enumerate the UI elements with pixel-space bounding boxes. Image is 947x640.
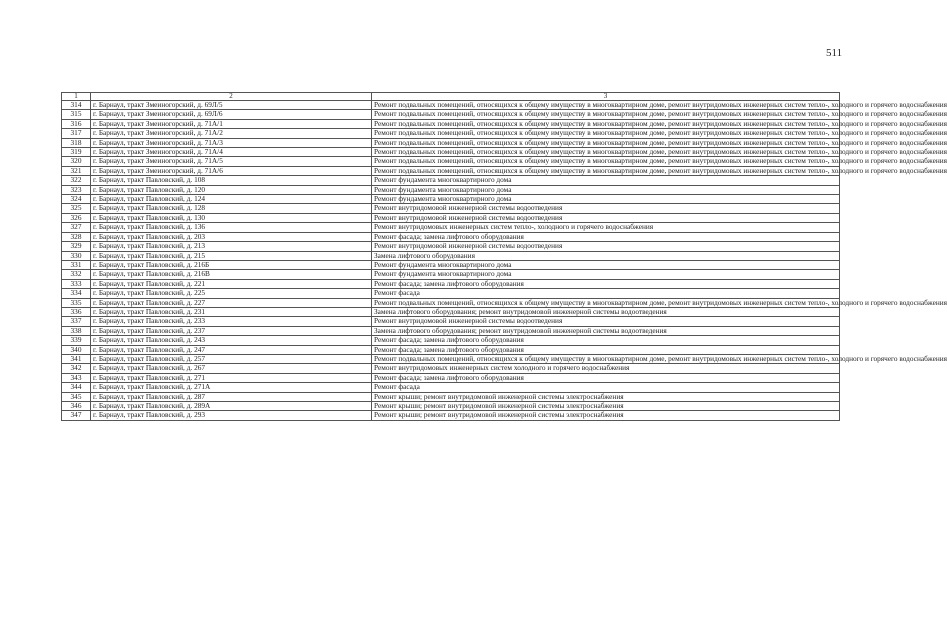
row-number: 317 xyxy=(62,129,91,138)
row-number: 323 xyxy=(62,185,91,194)
row-number: 334 xyxy=(62,289,91,298)
row-number: 335 xyxy=(62,298,91,307)
row-address: г. Барнаул, тракт Павловский, д. 227 xyxy=(91,298,372,307)
row-number: 332 xyxy=(62,270,91,279)
row-address: г. Барнаул, тракт Павловский, д. 215 xyxy=(91,251,372,260)
table-row xyxy=(62,383,840,392)
row-work: Ремонт крыши; ремонт внутридомовой инженерной системы электроснабжения xyxy=(372,402,840,411)
row-work: Ремонт подвальных помещений, относящихся к общему имуществу в многоквартирном доме, ремонт внутридомовых инженерных систем тепло-, холодного и горячего водоснабжения xyxy=(372,138,840,147)
row-address: г. Барнаул, тракт Павловский, д. 231 xyxy=(91,307,372,316)
row-number: 314 xyxy=(62,101,91,110)
row-work: Ремонт фундамента многоквартирного дома xyxy=(372,270,840,279)
row-address: г. Барнаул, тракт Павловский, д. 289А xyxy=(91,402,372,411)
row-number: 315 xyxy=(62,110,91,119)
row-number: 319 xyxy=(62,148,91,157)
row-number: 331 xyxy=(62,260,91,269)
table-row xyxy=(62,364,840,373)
column-header-work: 3 xyxy=(372,93,840,101)
row-number: 330 xyxy=(62,251,91,260)
row-number: 321 xyxy=(62,166,91,175)
row-work: Ремонт подвальных помещений, относящихся к общему имуществу в многоквартирном доме, ремонт внутридомовых инженерных систем тепло-, холодного и горячего водоснабжения xyxy=(372,148,840,157)
row-work: Ремонт подвальных помещений, относящихся к общему имуществу в многоквартирном доме, ремонт внутридомовых инженерных систем тепло-, холодного и горячего водоснабжения xyxy=(372,110,840,119)
table-row xyxy=(62,289,840,298)
row-address: г. Барнаул, тракт Павловский, д. 216Б xyxy=(91,260,372,269)
row-address: г. Барнаул, тракт Павловский, д. 120 xyxy=(91,185,372,194)
column-header-num: 1 xyxy=(62,93,91,101)
row-number: 326 xyxy=(62,213,91,222)
row-work: Замена лифтового оборудования; ремонт внутридомовой инженерной системы водоотведения xyxy=(372,307,840,316)
row-address: г. Барнаул, тракт Павловский, д. 271А xyxy=(91,383,372,392)
table-row xyxy=(62,176,840,185)
row-number: 320 xyxy=(62,157,91,166)
row-address: г. Барнаул, тракт Змеиногорский, д. 69Л/6 xyxy=(91,110,372,119)
row-number: 342 xyxy=(62,364,91,373)
row-address: г. Барнаул, тракт Павловский, д. 221 xyxy=(91,279,372,288)
repair-registry-table xyxy=(61,92,947,421)
row-number: 329 xyxy=(62,242,91,251)
row-number: 316 xyxy=(62,119,91,128)
row-address: г. Барнаул, тракт Павловский, д. 225 xyxy=(91,289,372,298)
row-work: Ремонт фундамента многоквартирного дома xyxy=(372,176,840,185)
row-work: Ремонт внутридомовой инженерной системы водоотведения xyxy=(372,204,840,213)
row-address: г. Барнаул, тракт Павловский, д. 213 xyxy=(91,242,372,251)
row-address: г. Барнаул, тракт Змеиногорский, д. 71А/3 xyxy=(91,138,372,147)
row-address: г. Барнаул, тракт Павловский, д. 136 xyxy=(91,223,372,232)
row-work: Ремонт подвальных помещений, относящихся к общему имуществу в многоквартирном доме, ремонт внутридомовых инженерных систем тепло-, холодного и горячего водоснабжения xyxy=(372,101,840,110)
row-address: г. Барнаул, тракт Павловский, д. 267 xyxy=(91,364,372,373)
row-address: г. Барнаул, тракт Павловский, д. 287 xyxy=(91,392,372,401)
row-address: г. Барнаул, тракт Павловский, д. 233 xyxy=(91,317,372,326)
row-address: г. Барнаул, тракт Павловский, д. 216В xyxy=(91,270,372,279)
table-row xyxy=(62,223,840,232)
table-row xyxy=(62,157,840,166)
row-number: 324 xyxy=(62,195,91,204)
row-number: 344 xyxy=(62,383,91,392)
row-work: Ремонт подвальных помещений, относящихся к общему имуществу в многоквартирном доме, ремонт внутридомовых инженерных систем тепло-, холодного и горячего водоснабжения xyxy=(372,298,840,307)
row-work: Ремонт внутридомовой инженерной системы водоотведения xyxy=(372,213,840,222)
table-row xyxy=(62,242,840,251)
row-work: Ремонт фундамента многоквартирного дома xyxy=(372,185,840,194)
row-work: Ремонт фасада xyxy=(372,383,840,392)
row-address: г. Барнаул, тракт Павловский, д. 247 xyxy=(91,345,372,354)
table-row xyxy=(62,129,840,138)
row-number: 338 xyxy=(62,326,91,335)
row-number: 318 xyxy=(62,138,91,147)
row-work: Ремонт внутридомовой инженерной системы водоотведения xyxy=(372,242,840,251)
row-work: Ремонт фасада xyxy=(372,289,840,298)
page-number: 511 xyxy=(826,47,843,59)
row-address: г. Барнаул, тракт Змеиногорский, д. 71А/5 xyxy=(91,157,372,166)
row-number: 327 xyxy=(62,223,91,232)
row-address: г. Барнаул, тракт Змеиногорский, д. 71А/2 xyxy=(91,129,372,138)
row-number: 325 xyxy=(62,204,91,213)
row-work: Ремонт внутридомовой инженерной системы водоотведения xyxy=(372,317,840,326)
table-row xyxy=(62,336,840,345)
table-row xyxy=(62,204,840,213)
row-work: Ремонт фасада; замена лифтового оборудования xyxy=(372,336,840,345)
row-number: 346 xyxy=(62,402,91,411)
row-work: Ремонт фасада; замена лифтового оборудования xyxy=(372,373,840,382)
table-row xyxy=(62,411,840,420)
row-number: 347 xyxy=(62,411,91,420)
row-number: 341 xyxy=(62,354,91,363)
table-row xyxy=(62,317,840,326)
row-work: Ремонт подвальных помещений, относящихся к общему имуществу в многоквартирном доме, ремонт внутридомовых инженерных систем тепло-, холодного и горячего водоснабжения xyxy=(372,157,840,166)
row-work: Ремонт подвальных помещений, относящихся к общему имуществу в многоквартирном доме, ремонт внутридомовых инженерных систем тепло-, холодного и горячего водоснабжения xyxy=(372,129,840,138)
column-header-address: 2 xyxy=(91,93,372,101)
row-work: Ремонт подвальных помещений, относящихся к общему имуществу в многоквартирном доме, ремонт внутридомовых инженерных систем тепло-, холодного и горячего водоснабжения xyxy=(372,166,840,175)
row-address: г. Барнаул, тракт Павловский, д. 130 xyxy=(91,213,372,222)
row-work: Ремонт фундамента многоквартирного дома xyxy=(372,260,840,269)
row-work: Ремонт фасада; замена лифтового оборудования xyxy=(372,279,840,288)
row-address: г. Барнаул, тракт Змеиногорский, д. 71А/6 xyxy=(91,166,372,175)
row-number: 337 xyxy=(62,317,91,326)
row-number: 343 xyxy=(62,373,91,382)
row-number: 336 xyxy=(62,307,91,316)
table-row xyxy=(62,270,840,279)
row-number: 339 xyxy=(62,336,91,345)
row-work: Ремонт крыши; ремонт внутридомовой инженерной системы электроснабжения xyxy=(372,392,840,401)
row-work: Ремонт подвальных помещений, относящихся к общему имуществу в многоквартирном доме, ремонт внутридомовых инженерных систем тепло-, холодного и горячего водоснабжения xyxy=(372,354,840,363)
row-number: 322 xyxy=(62,176,91,185)
row-work: Ремонт крыши; ремонт внутридомовой инженерной системы электроснабжения xyxy=(372,411,840,420)
row-address: г. Барнаул, тракт Змеиногорский, д. 69Л/5 xyxy=(91,101,372,110)
row-address: г. Барнаул, тракт Павловский, д. 243 xyxy=(91,336,372,345)
row-address: г. Барнаул, тракт Павловский, д. 203 xyxy=(91,232,372,241)
row-address: г. Барнаул, тракт Павловский, д. 293 xyxy=(91,411,372,420)
row-number: 333 xyxy=(62,279,91,288)
row-work: Ремонт фундамента многоквартирного дома xyxy=(372,195,840,204)
row-address: г. Барнаул, тракт Павловский, д. 108 xyxy=(91,176,372,185)
table-row xyxy=(62,251,840,260)
row-address: г. Барнаул, тракт Павловский, д. 124 xyxy=(91,195,372,204)
row-address: г. Барнаул, тракт Павловский, д. 237 xyxy=(91,326,372,335)
row-work: Замена лифтового оборудования xyxy=(372,251,840,260)
row-address: г. Барнаул, тракт Павловский, д. 257 xyxy=(91,354,372,363)
row-work: Ремонт внутридомовых инженерных систем тепло-, холодного и горячего водоснабжения xyxy=(372,223,840,232)
row-work: Ремонт подвальных помещений, относящихся к общему имуществу в многоквартирном доме, ремонт внутридомовых инженерных систем тепло-, холодного и горячего водоснабжения xyxy=(372,119,840,128)
row-address: г. Барнаул, тракт Змеиногорский, д. 71А/1 xyxy=(91,119,372,128)
row-work: Замена лифтового оборудования; ремонт внутридомовой инженерной системы водоотведения xyxy=(372,326,840,335)
table-row xyxy=(62,110,840,119)
row-number: 340 xyxy=(62,345,91,354)
row-number: 345 xyxy=(62,392,91,401)
row-work: Ремонт фасада; замена лифтового оборудования xyxy=(372,345,840,354)
row-number: 328 xyxy=(62,232,91,241)
row-address: г. Барнаул, тракт Змеиногорский, д. 71А/4 xyxy=(91,148,372,157)
row-address: г. Барнаул, тракт Павловский, д. 128 xyxy=(91,204,372,213)
row-work: Ремонт фасада; замена лифтового оборудования xyxy=(372,232,840,241)
row-address: г. Барнаул, тракт Павловский, д. 271 xyxy=(91,373,372,382)
row-work: Ремонт внутридомовых инженерных систем холодного и горячего водоснабжения xyxy=(372,364,840,373)
